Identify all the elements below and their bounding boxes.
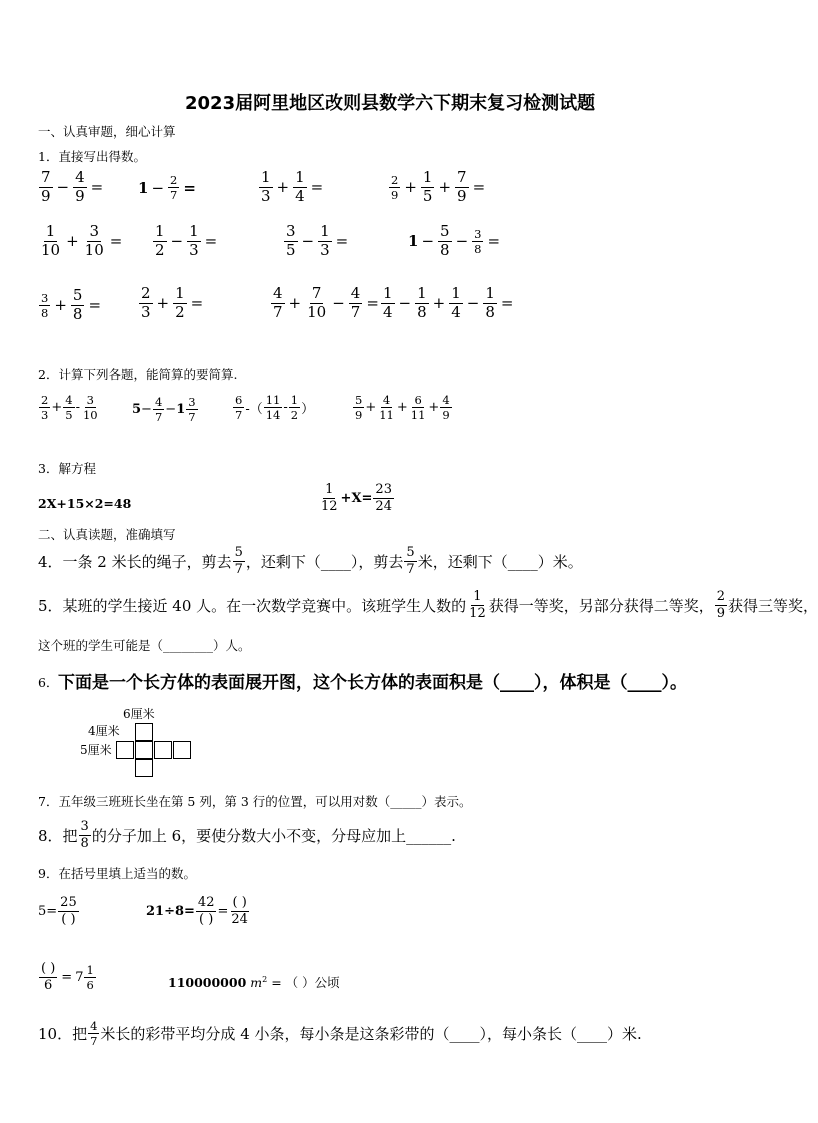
q5-line-2: 这个班的学生可能是（________）人。: [38, 638, 251, 653]
net-face: [116, 741, 134, 759]
q3-equation-2: $\frac{1}{12}$ +X= $\frac{23}{24}$: [321, 482, 392, 514]
label-5cm: 5厘米: [80, 743, 112, 757]
q1-expr-11: $\frac{4}{7}$ + $\frac{7}{10}$ − $\frac{4}{7}$ =: [273, 284, 379, 321]
net-face: [135, 723, 153, 741]
net-face: [135, 741, 153, 759]
q9-expr-d: 110000000 $m^2$ = （ ）公顷: [168, 974, 340, 990]
label-6cm: 6厘米: [123, 707, 155, 721]
section-heading-2: 二、认真读题，准确填写: [38, 527, 176, 542]
q1-expr-1: $\frac{7}{9}$ − $\frac{4}{9}$ =: [41, 168, 104, 205]
q1-expr-4: $\frac{2}{9}$ + $\frac{1}{5}$ + $\frac{7}{9}$ =: [391, 168, 486, 205]
q5-text: 5．某班的学生接近 40 人。在一次数学竞赛中。该班学生人数的 $\frac{1}{12}$ 获得一等奖，另部分获得二等奖， $\frac{2}{9}$ 获得三等奖，: [38, 589, 818, 621]
q1-expr-9: $\frac{3}{8}$ + $\frac{5}{8}$ =: [41, 286, 102, 323]
q1-expr-6: $\frac{1}{2}$ − $\frac{1}{3}$ =: [155, 222, 218, 259]
q9-label: 9．在括号里填上适当的数。: [38, 866, 196, 881]
q1-expr-3: $\frac{1}{3}$ + $\frac{1}{4}$ =: [261, 168, 324, 205]
q1-expr-8: 1 − $\frac{5}{8}$ − $\frac{3}{8}$ =: [408, 222, 501, 259]
q6-number: 6．: [38, 675, 59, 690]
q9-expr-c: $\frac{( )}{6}$ = 7 $\frac{1}{6}$: [41, 961, 94, 993]
q9-expr-b: 21÷8= $\frac{42}{( )}$ = $\frac{( )}{24}$: [146, 895, 248, 927]
net-face: [173, 741, 191, 759]
q10-text: 10．把 $\frac{4}{7}$ 米长的彩带平均分成 4 小条，每小条是这条彩带的（____），每小条长（____）米.: [38, 1019, 642, 1049]
q4-text: 4．一条 2 米长的绳子，剪去 $\frac{5}{7}$ ，还剩下（____），剪去 $\frac{5}{7}$ 米，还剩下（____）米。: [38, 545, 583, 577]
q1-label: 1．直接写出得数。: [38, 149, 146, 164]
q1-expr-5: $\frac{1}{10}$ + $\frac{3}{10}$ =: [41, 222, 123, 259]
q2-expr-2: 5 − $\frac{4}{7}$ − 1 $\frac{3}{7}$: [132, 395, 196, 425]
q2-expr-3: $\frac{6}{7}$ -（ $\frac{11}{14}$ - $\frac{1}{2}$ ）: [235, 393, 315, 423]
page-title: 2023届阿里地区改则县数学六下期末复习检测试题: [185, 93, 596, 114]
net-face: [135, 759, 153, 777]
label-4cm: 4厘米: [88, 724, 120, 738]
q9-expr-a: 5= $\frac{25}{( )}$: [38, 895, 77, 927]
q7-text: 7．五年级三班班长坐在第 5 列，第 3 行的位置，可以用对数（_____）表示。: [38, 794, 472, 809]
cuboid-net-diagram: [80, 705, 210, 780]
q8-text: 8．把 $\frac{3}{8}$ 的分子加上 6，要使分数大小不变，分母应加上______.: [38, 819, 456, 851]
section-heading-1: 一、认真审题，细心计算: [38, 124, 176, 139]
net-face: [154, 741, 172, 759]
q6-text: 下面是一个长方体的表面展开图，这个长方体的表面积是（____），体积是（____）。: [58, 673, 687, 693]
q1-expr-12: $\frac{1}{4}$ − $\frac{1}{8}$ + $\frac{1}{4}$ − $\frac{1}{8}$ =: [383, 284, 514, 321]
q3-equation-1: 2X+15×2=48: [38, 496, 132, 511]
q2-expr-1: $\frac{2}{3}$ + $\frac{4}{5}$ - $\frac{3}{10}$: [41, 393, 98, 423]
q1-expr-7: $\frac{3}{5}$ − $\frac{1}{3}$ =: [286, 222, 349, 259]
q1-expr-10: $\frac{2}{3}$ + $\frac{1}{2}$ =: [141, 284, 204, 321]
q1-expr-2: 1 − $\frac{2}{7}$ =: [138, 173, 196, 203]
q2-label: 2．计算下列各题，能简算的要简算.: [38, 367, 238, 382]
q2-expr-4: $\frac{5}{9}$ + $\frac{4}{11}$ + $\frac{6}{11}$ + $\frac{4}{9}$: [355, 393, 450, 423]
q3-label: 3．解方程: [38, 461, 96, 476]
